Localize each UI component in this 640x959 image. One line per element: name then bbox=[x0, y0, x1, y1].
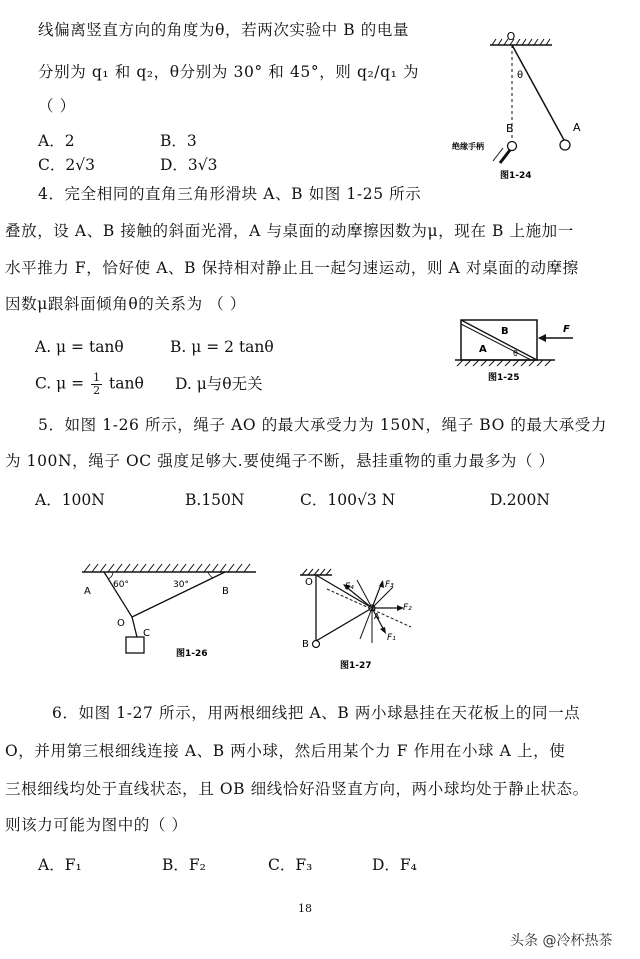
q4-line-2: 叠放，设 A、B 接触的斜面光滑，A 与桌面的动摩擦因数为μ，现在 B 上施加一 bbox=[5, 222, 574, 240]
fig126-angle-b: 30° bbox=[173, 580, 189, 590]
q3-option-c: C．2√3 bbox=[38, 156, 95, 174]
q6-option-d: D．F₄ bbox=[372, 856, 417, 874]
q4-option-c-suffix: tanθ bbox=[109, 374, 144, 393]
fig127-f1: F₁ bbox=[387, 633, 396, 643]
q3-line-1: 线偏离竖直方向的角度为θ，若两次实验中 B 的电量 bbox=[38, 21, 410, 39]
q4-line-3: 水平推力 F，恰好使 A、B 保持相对静止且一起匀速运动，则 A 对桌面的动摩擦 bbox=[5, 259, 579, 277]
fig124-label-theta: θ bbox=[517, 70, 524, 81]
q6-line-4: 则该力可能为图中的（ ） bbox=[5, 816, 188, 834]
watermark: 头条 @冷杯热茶 bbox=[510, 933, 613, 949]
fig125-label-a: A bbox=[479, 344, 487, 355]
q5-line-2: 为 100N，绳子 OC 强度足够大.要使绳子不断，悬挂重物的重力最多为（ ） bbox=[5, 452, 555, 470]
fig124-handle-label: 绝缘手柄 bbox=[452, 142, 484, 151]
fig125-caption: 图1-25 bbox=[488, 373, 520, 383]
q4-option-b: B. μ = 2 tanθ bbox=[170, 338, 274, 356]
fig126-label-b: B bbox=[222, 586, 229, 597]
q5-line-1: 5．如图 1-26 所示，绳子 AO 的最大承受力为 150N，绳子 BO 的最大承受力 bbox=[38, 416, 608, 434]
figure-1-25 bbox=[455, 312, 595, 392]
q5-option-c: C．100√3 N bbox=[300, 491, 396, 509]
q4-line-4: 因数μ跟斜面倾角θ的关系为 （ ） bbox=[5, 295, 246, 313]
fig124-label-a: A bbox=[573, 121, 581, 134]
figure-1-27 bbox=[290, 565, 430, 675]
q4-option-c bbox=[35, 372, 144, 397]
fig126-label-c: C bbox=[143, 628, 150, 639]
q3-option-a: A．2 bbox=[38, 132, 75, 150]
q3-line-2: 分别为 q₁ 和 q₂，θ分别为 30° 和 45°，则 q₂/q₁ 为 bbox=[38, 63, 420, 81]
q6-option-c: C．F₃ bbox=[268, 856, 313, 874]
fig126-angle-a: 60° bbox=[113, 580, 129, 590]
fig124-caption: 图1-24 bbox=[500, 171, 532, 181]
q4-option-c-prefix: C. μ = bbox=[35, 374, 85, 393]
fig127-f4: F₄ bbox=[345, 582, 354, 592]
q4-line-1: 4．完全相同的直角三角形滑块 A、B 如图 1-25 所示 bbox=[38, 185, 422, 203]
q6-option-a: A．F₁ bbox=[38, 856, 82, 874]
fig127-caption: 图1-27 bbox=[340, 661, 372, 671]
fig127-f3: F₃ bbox=[385, 580, 394, 590]
fig127-f2: F₂ bbox=[403, 603, 412, 613]
fig124-label-b: B bbox=[506, 122, 514, 135]
q4-option-c-numerator: 1 bbox=[93, 371, 101, 384]
fig125-label-b: B bbox=[501, 326, 509, 337]
q6-line-3: 三根细线均处于直线状态，且 OB 细线恰好沿竖直方向，两小球均处于静止状态。 bbox=[5, 780, 589, 798]
fig124-label-o: O bbox=[506, 30, 516, 43]
q4-option-d: D. μ与θ无关 bbox=[175, 375, 263, 393]
figure-1-24 bbox=[440, 28, 610, 188]
q6-line-2: O，并用第三根细线连接 A、B 两小球，然后用某个力 F 作用在小球 A 上，使 bbox=[5, 742, 566, 760]
fig127-label-o: O bbox=[305, 577, 313, 588]
q4-option-c-denominator: 2 bbox=[93, 384, 101, 397]
q5-option-d: D.200N bbox=[490, 491, 550, 509]
fig126-label-o: O bbox=[117, 618, 125, 629]
page-number: 18 bbox=[298, 902, 312, 915]
q3-option-d: D．3√3 bbox=[160, 156, 218, 174]
q4-option-a: A. μ = tanθ bbox=[35, 338, 124, 356]
q3-answer-paren: （ ） bbox=[38, 97, 76, 115]
q3-option-b: B．3 bbox=[160, 132, 197, 150]
q4-option-c-fraction bbox=[91, 372, 102, 397]
fig126-caption: 图1-26 bbox=[176, 649, 208, 659]
fig125-label-theta: θ bbox=[513, 349, 518, 358]
q6-line-1: 6．如图 1-27 所示，用两根细线把 A、B 两小球悬挂在天花板上的同一点 bbox=[52, 704, 581, 722]
figure-1-26 bbox=[80, 560, 270, 670]
q5-option-b: B.150N bbox=[185, 491, 245, 509]
fig125-label-f: F bbox=[563, 324, 570, 335]
fig127-label-b: B bbox=[302, 639, 309, 650]
fig126-label-a: A bbox=[84, 586, 91, 597]
q5-option-a: A．100N bbox=[35, 491, 105, 509]
q6-option-b: B．F₂ bbox=[162, 856, 206, 874]
fig127-label-a: A bbox=[374, 612, 380, 621]
